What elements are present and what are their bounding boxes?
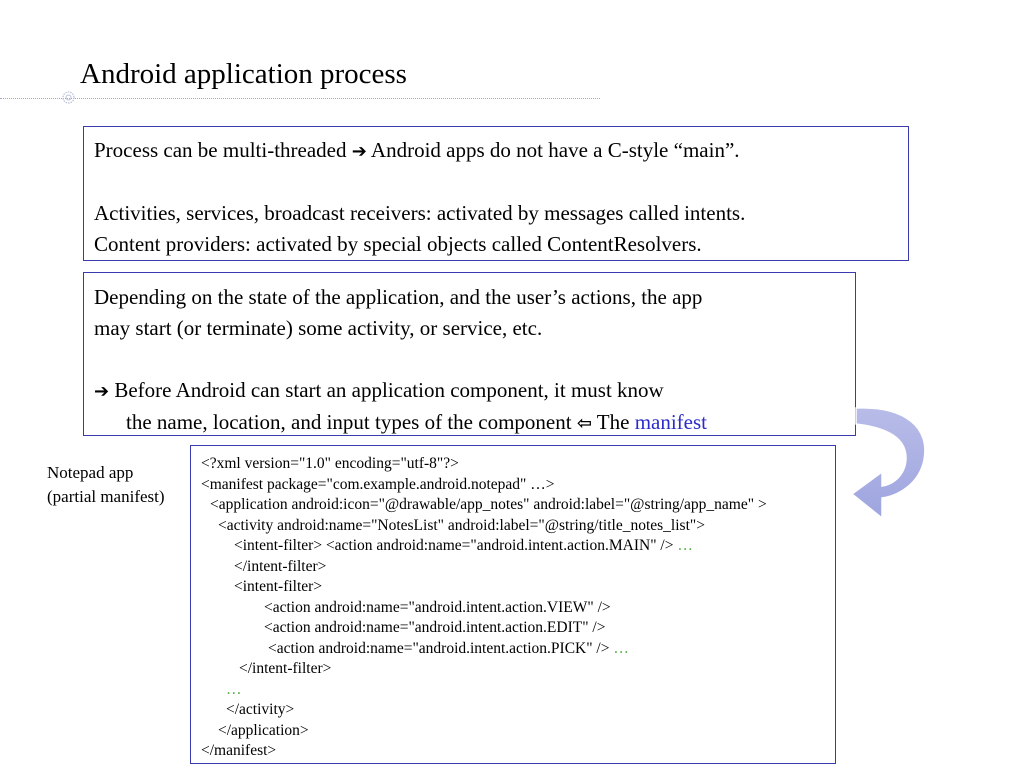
code-line: <activity android:name="NotesList" android:label="@string/title_notes_list"> (218, 516, 705, 534)
process-info-box (83, 126, 909, 261)
code-line: <action android:name="android.intent.action.PICK" /> … (268, 639, 629, 657)
content-providers-line: Content providers: activated by special objects called ContentResolvers. (94, 232, 702, 256)
state-line-1: Depending on the state of the application, and the user’s actions, the app (94, 285, 703, 309)
component-start-box (83, 272, 856, 436)
code-line: … (226, 680, 242, 698)
code-line: <intent-filter> (234, 578, 323, 595)
code-line: <action android:name="android.intent.action.EDIT" /> (264, 619, 606, 636)
slide-title: Android application process (80, 58, 407, 90)
right-arrow-icon: ➔ (351, 141, 367, 162)
state-line-2: may start (or terminate) some activity, or service, etc. (94, 316, 543, 340)
right-arrow-icon: ➔ (94, 381, 110, 402)
code-line: </intent-filter> (234, 557, 327, 575)
manifest-code-box (190, 445, 836, 764)
code-line: </activity> (226, 701, 295, 718)
code-line: </application> (218, 721, 309, 739)
notepad-note: Notepad app (partial manifest) (47, 463, 165, 506)
intents-line: Activities, services, broadcast receivers: activated by messages called intents. (94, 201, 746, 225)
code-line: <intent-filter> <action android:name="android.intent.action.MAIN" /> … (234, 537, 693, 554)
multithread-line: Process can be multi-threaded ➔ Android apps do not have a C-style “main”. (94, 138, 740, 162)
code-line: <manifest package="com.example.android.notepad" …> (201, 475, 555, 493)
ornament-icon (62, 91, 75, 104)
title-underline (0, 98, 600, 99)
code-line: <application android:icon="@drawable/app_notes" android:label="@string/app_name" > (210, 496, 767, 513)
left-arrow-icon: ⇦ (576, 413, 592, 434)
must-know-line: ➔ Before Android can start an application component, it must know (94, 378, 664, 402)
manifest-line: the name, location, and input types of the component ⇦ The manifest (126, 410, 707, 434)
code-line: <?xml version="1.0" encoding="utf-8"?> (201, 455, 459, 472)
code-line: </intent-filter> (239, 660, 332, 677)
curved-arrow-icon (846, 402, 936, 530)
code-line: <action android:name="android.intent.action.VIEW" /> (264, 598, 611, 616)
code-line: </manifest> (201, 742, 277, 759)
manifest-link[interactable]: manifest (634, 410, 707, 434)
